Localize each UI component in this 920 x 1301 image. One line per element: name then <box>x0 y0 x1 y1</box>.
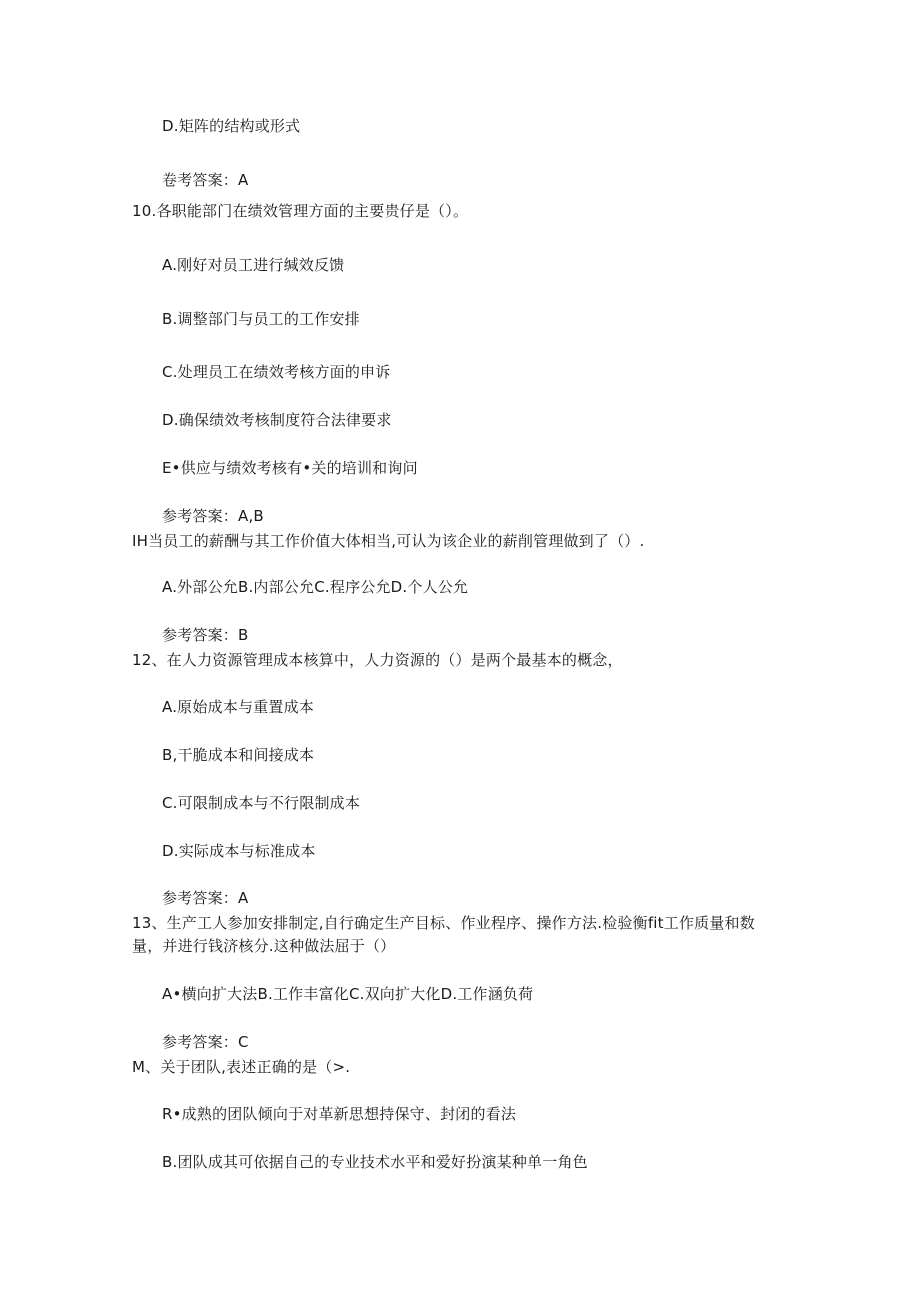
question-14-option-a: R•成熟的团队倾向于对革新思想持保守、封闭的看法 <box>162 1105 517 1123</box>
question-12-option-a: A.原始成本与重置成本 <box>162 698 314 716</box>
answer-q9: 卷考答案：A <box>162 171 249 189</box>
question-13-line-2: 量，并进行钱济核分.这种做法屈于（） <box>132 937 396 955</box>
question-13-options: A•横向扩大法B.工作丰富化C.双向扩大化D.工作涵负荷 <box>162 985 534 1003</box>
question-10-option-d: D.确保绩效考核制度符合法律要求 <box>162 411 392 429</box>
question-13-line-1: 13、生产工人参加安排制定,自行确定生产目标、作业程序、操作方法.检验衡fit工作质量和数 <box>132 914 755 932</box>
question-11: IH当员工的薪酬与其工作价值大体相当,可认为该企业的薪削管理做到了（）. <box>132 532 645 550</box>
answer-q10: 参考答案：A,B <box>162 507 264 525</box>
question-11-options: A.外部公允B.内部公允C.程序公允D.个人公允 <box>162 578 469 596</box>
question-10-option-a: A.刚好对员工进行缄效反馈 <box>162 256 345 274</box>
question-10-option-b: B.调整部门与员工的工作安排 <box>162 310 360 328</box>
question-12-option-d: D.实际成本与标准成本 <box>162 842 316 860</box>
answer-q13: 参考答案：C <box>162 1033 249 1051</box>
answer-q11: 参考答案：B <box>162 626 249 644</box>
question-14: M、关于团队,表述正确的是（>. <box>132 1058 351 1076</box>
question-12: 12、在人力资源管理成本核算中，人力资源的（）是两个最基本的概念， <box>132 651 623 669</box>
question-12-option-c: C.可限制成本与不行限制成本 <box>162 794 361 812</box>
question-14-option-b: B.团队成其可依据自己的专业技术水平和爱好扮演某种单一角色 <box>162 1153 588 1171</box>
answer-q12: 参考答案：A <box>162 889 249 907</box>
option-d-matrix: D.矩阵的结构或形式 <box>162 117 301 135</box>
question-10-option-e: E•供应与绩效考核有•关的培训和询问 <box>162 459 418 477</box>
question-10-option-c: C.处理员工在绩效考核方面的申诉 <box>162 363 391 381</box>
question-12-option-b: B,干脆成本和间接成本 <box>162 746 315 764</box>
question-10: 10.各职能部门在绩效管理方面的主要贵仔是（）。 <box>132 202 469 220</box>
